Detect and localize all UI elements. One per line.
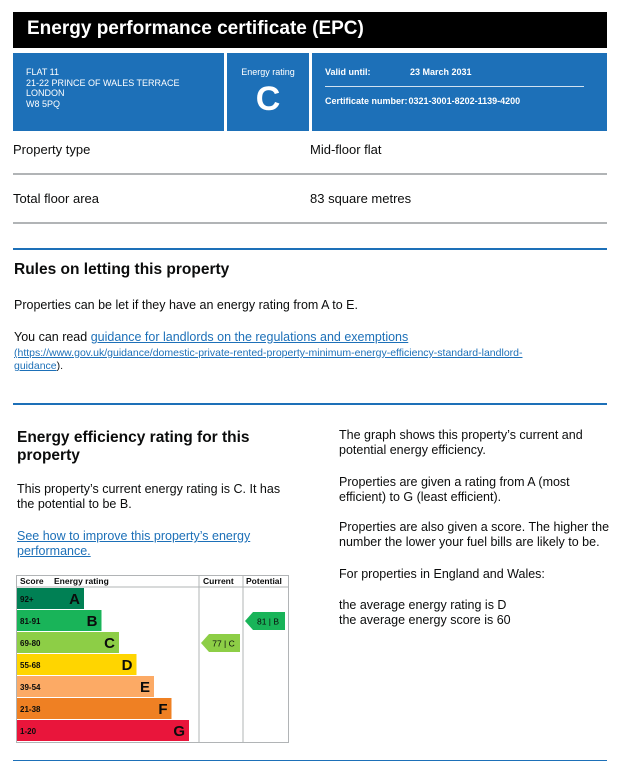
band-letter-d: D <box>121 657 133 674</box>
current-rating-line: the potential to be B. <box>17 497 132 511</box>
band-score-label: 69-80 <box>20 639 41 648</box>
rating-bar-g <box>48 720 189 741</box>
score-column-header: Score <box>20 576 44 586</box>
explanation-line: potential energy efficiency. <box>339 443 486 457</box>
letting-paragraph: Properties can be let if they have an energy rating from A to E. <box>14 298 358 312</box>
energy-rating-letter: C <box>255 80 281 118</box>
section-divider <box>13 248 607 250</box>
energy-rating-chart <box>16 575 290 744</box>
current-column-header: Current <box>203 576 234 586</box>
improve-link-block <box>17 529 250 559</box>
guidance-url <box>14 347 523 373</box>
guidance-prefix: You can read <box>14 330 91 344</box>
rating-bar-f <box>48 698 172 719</box>
band-letter-c: C <box>104 635 115 652</box>
band-score-label: 21-38 <box>20 705 41 714</box>
improve-performance-link[interactable]: See how to improve this property’s energy <box>17 529 251 543</box>
efficiency-heading <box>17 429 250 465</box>
address-line: FLAT 11 <box>26 67 60 77</box>
certificate-summary-panel <box>13 53 607 131</box>
band-score-label: 1-20 <box>20 727 37 736</box>
band-score-label: 55-68 <box>20 661 41 670</box>
certificate-number-value: 0321-3001-8202-1139-4200 <box>408 96 521 106</box>
rating-range-explanation <box>339 475 570 505</box>
graph-explanation <box>339 428 583 458</box>
explanation-line: Properties are also given a score. The higher the <box>339 520 610 534</box>
band-letter-f: F <box>158 701 168 718</box>
band-letter-a: A <box>69 591 80 608</box>
letting-heading: Rules on letting this property <box>14 261 230 278</box>
explanation-line: The graph shows this property’s current and <box>339 428 583 442</box>
floor-area-label: Total floor area <box>13 191 99 206</box>
current-rating-text <box>17 482 280 512</box>
rating-column-header: Energy rating <box>54 576 109 586</box>
rating-bar-e <box>48 676 154 697</box>
property-type-row <box>13 126 607 175</box>
validity-block <box>312 53 607 131</box>
region-note: For properties in England and Wales: <box>339 567 545 581</box>
energy-rating-label: Energy rating <box>241 67 295 77</box>
explanation-line: Properties are given a rating from A (most <box>339 475 570 489</box>
band-letter-e: E <box>139 679 150 696</box>
band-score-label: 81-91 <box>20 617 41 626</box>
band-score-label: 39-54 <box>20 683 41 692</box>
address-line: W8 5PQ <box>26 98 61 109</box>
property-type-label: Property type <box>13 142 91 157</box>
address-block <box>13 53 224 131</box>
current-rating-arrow-label: 77 | C <box>212 638 235 649</box>
guidance-url-link[interactable]: (https://www.gov.uk/guidance/domestic-private-rented-property-minimum-energy-efficiency-standard-landlord- <box>14 347 523 359</box>
potential-rating-arrow-label: 81 | B <box>256 616 280 627</box>
landlord-guidance-link[interactable]: guidance for landlords on the regulations and exemptions <box>90 330 409 344</box>
average-rating-line: the average energy rating is D <box>339 598 507 612</box>
property-type-value: Mid-floor flat <box>310 142 382 157</box>
score-explanation <box>339 520 609 550</box>
guidance-url-suffix: ). <box>56 360 64 372</box>
potential-column-header: Potential <box>246 576 282 586</box>
page-title: Energy performance certificate (EPC) <box>13 12 607 48</box>
address-line: 21-22 PRINCE OF WALES TERRACE <box>26 77 180 88</box>
band-letter-g: G <box>173 723 185 740</box>
valid-until-value: 23 March 2031 <box>410 67 472 77</box>
current-rating-line: This property’s current energy rating is C. It has <box>17 482 281 496</box>
explanation-line: efficient) to G (least efficient). <box>339 490 502 504</box>
divider <box>325 86 584 87</box>
floor-area-value: 83 square metres <box>310 191 412 206</box>
address-line: LONDON <box>26 88 65 98</box>
floor-area-row <box>13 175 607 224</box>
valid-until-label: Valid until: <box>325 67 371 77</box>
improve-performance-link-end[interactable]: performance. <box>17 544 91 558</box>
efficiency-heading-line: Energy efficiency rating for this <box>17 429 250 446</box>
letting-guidance-paragraph <box>14 330 408 345</box>
section-divider <box>13 760 607 761</box>
section-divider <box>13 403 607 405</box>
guidance-url-link-end[interactable]: guidance <box>14 360 57 372</box>
average-score-line: the average energy score is 60 <box>339 613 511 627</box>
energy-rating-box <box>227 53 309 131</box>
explanation-line: number the lower your fuel bills are likely to be. <box>339 535 600 549</box>
average-rating-text <box>339 598 511 628</box>
band-letter-b: B <box>86 613 98 630</box>
efficiency-heading-line: property <box>17 447 80 464</box>
band-score-label: 92+ <box>20 595 34 604</box>
certificate-number-label: Certificate number: <box>325 96 408 106</box>
